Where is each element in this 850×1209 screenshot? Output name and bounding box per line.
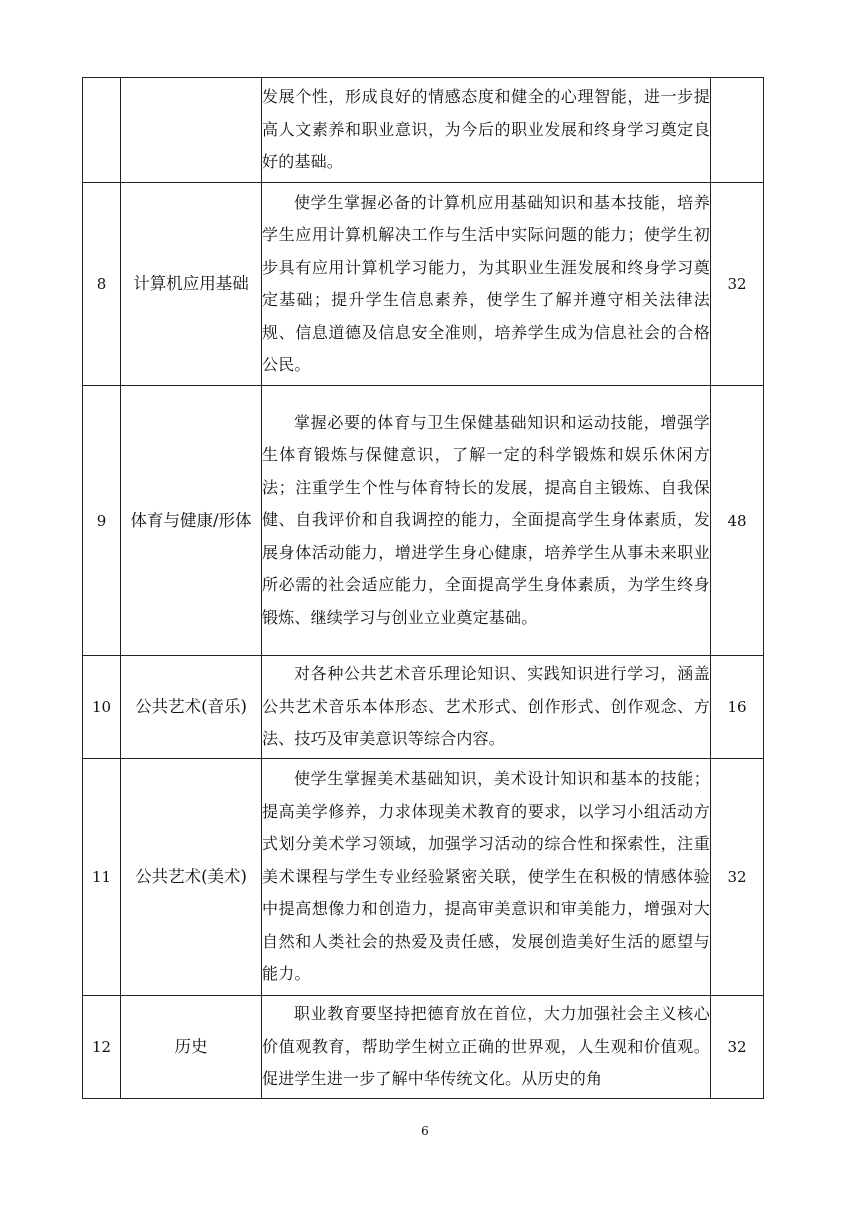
course-number: 8 [83,183,121,386]
course-hours: 32 [711,996,764,1099]
course-number: 9 [83,386,121,656]
page-number: 6 [421,1124,429,1138]
description-text: 使学生掌握美术基础知识，美术设计知识和基本的技能；提高美学修养，力求体现美术教育的要求，以学习小组活动方式划分美术学习领域，加强学习活动的综合性和探索性，注重美术课程与学生专业经验紧密关联，使学生在积极的情感体验中提高想像力和创造力，提高审美意识和审美能力，增强对大自然和人类社会的热爱及责任感，发展创造美好生活的愿望与能力。 [262,769,710,984]
course-hours: 32 [711,183,764,386]
course-name: 公共艺术(美术) [121,759,262,996]
course-name: 计算机应用基础 [121,183,262,386]
course-description [262,759,711,996]
table-row [83,656,764,759]
course-hours: 32 [711,759,764,996]
table-row [83,996,764,1099]
course-hours [711,78,764,183]
course-number: 10 [83,656,121,759]
table-row [83,759,764,996]
course-name: 历史 [121,996,262,1099]
table-row [83,386,764,656]
course-name [121,78,262,183]
description-text: 发展个性，形成良好的情感态度和健全的心理智能，进一步提高人文素养和职业意识，为今后的职业发展和终身学习奠定良好的基础。 [262,87,710,172]
course-description [262,996,711,1099]
course-name: 公共艺术(音乐) [121,656,262,759]
course-description [262,183,711,386]
description-text: 职业教育要坚持把德育放在首位，大力加强社会主义核心价值观教育，帮助学生树立正确的世界观，人生观和价值观。促进学生进一步了解中华传统文化。从历史的角 [262,1004,710,1089]
course-description [262,78,711,183]
course-hours: 48 [711,386,764,656]
description-text: 对各种公共艺术音乐理论知识、实践知识进行学习，涵盖公共艺术音乐本体形态、艺术形式、创作形式、创作观念、方法、技巧及审美意识等综合内容。 [262,664,710,749]
course-description [262,656,711,759]
description-text: 使学生掌握必备的计算机应用基础知识和基本技能，培养学生应用计算机解决工作与生活中实际问题的能力；使学生初步具有应用计算机学习能力，为其职业生涯发展和终身学习奠定基础；提升学生信息素养，使学生了解并遵守相关法律法规、信息道德及信息安全准则，培养学生成为信息社会的合格公民。 [262,192,710,374]
description-text: 掌握必要的体育与卫生保健基础知识和运动技能，增强学生体育锻炼与保健意识，了解一定的科学锻炼和娱乐休闲方法；注重学生个性与体育特长的发展，提高自主锻炼、自我保健、自我评价和自我调控的能力，全面提高学生身体素质，发展身体活动能力，增进学生身心健康，培养学生从事未来职业所必需的社会适应能力，全面提高学生身体素质，为学生终身锻炼、继续学习与创业立业奠定基础。 [262,412,710,627]
course-number: 12 [83,996,121,1099]
course-table [82,77,764,1099]
table-row [83,183,764,386]
course-description [262,386,711,656]
course-hours: 16 [711,656,764,759]
course-name: 体育与健康/形体 [121,386,262,656]
table-row [83,78,764,183]
course-number [83,78,121,183]
course-number: 11 [83,759,121,996]
